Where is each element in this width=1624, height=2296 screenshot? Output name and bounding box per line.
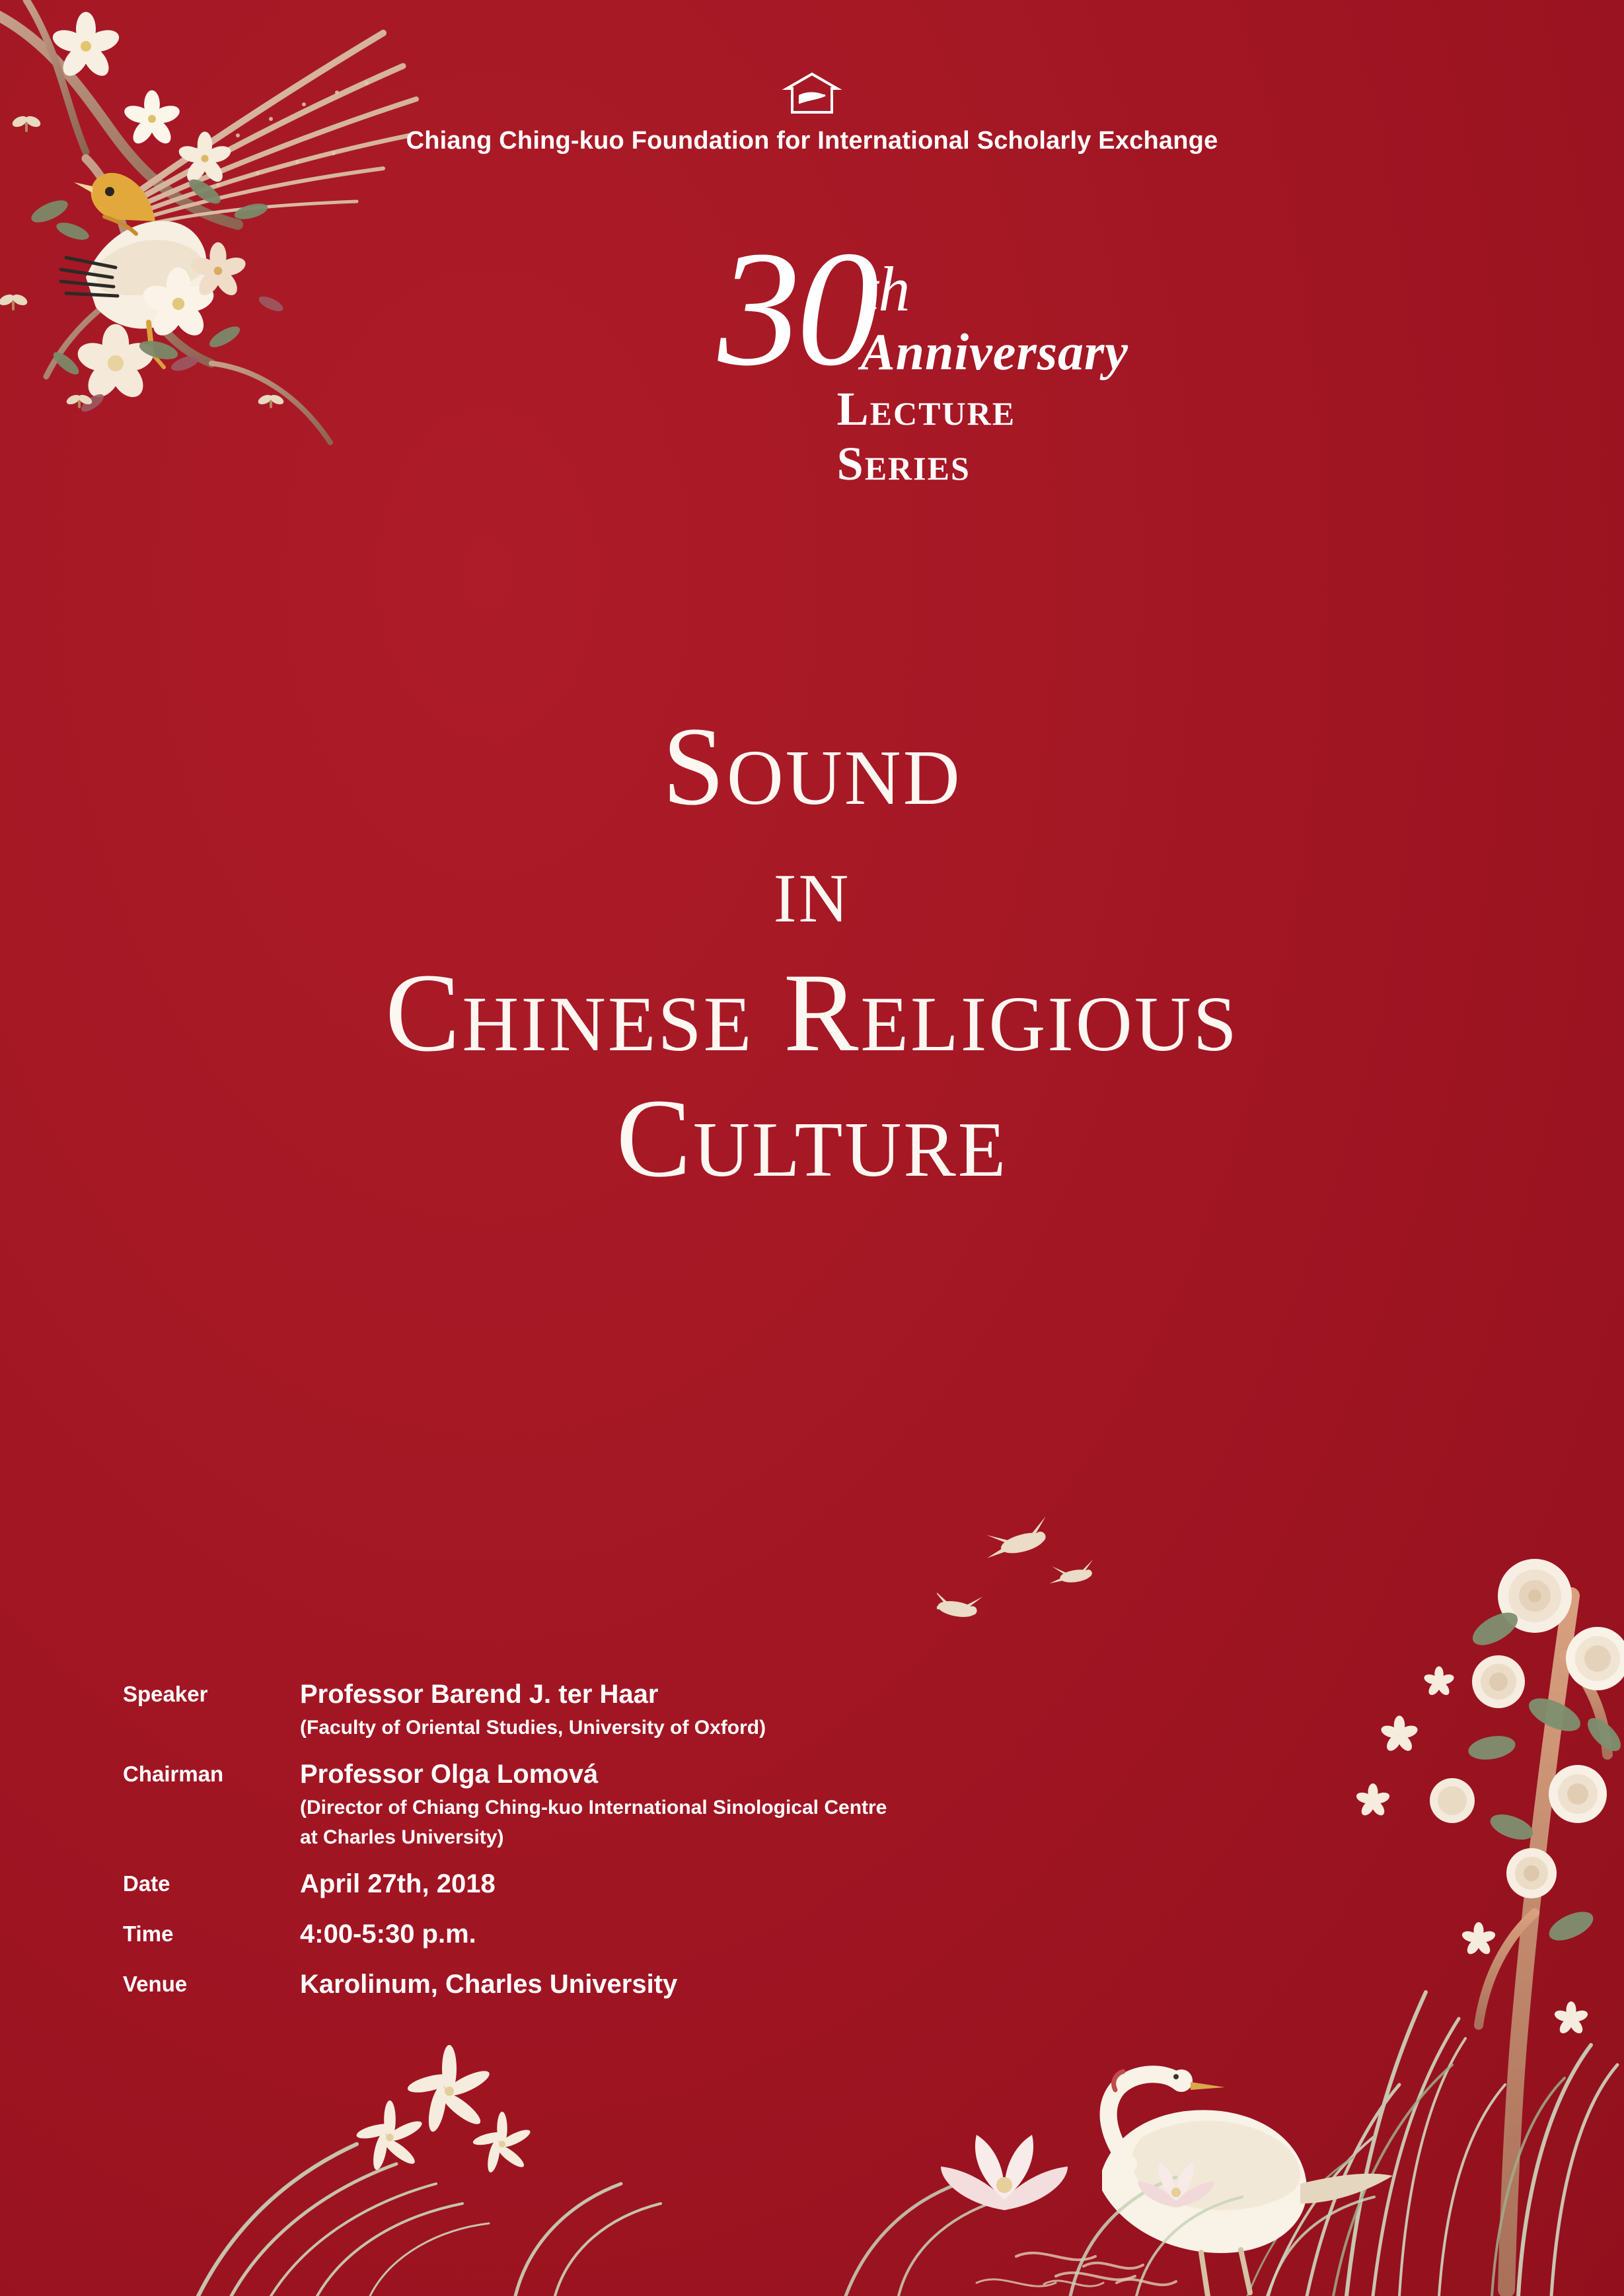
page-title: [0, 704, 1624, 1201]
detail-label: Time: [123, 1921, 174, 1946]
detail-subtext-2: at Charles University): [300, 1826, 504, 1848]
anniversary-number: 30: [718, 217, 875, 400]
lecture-series-label: Lecture Series: [836, 382, 1016, 490]
detail-label: Speaker: [123, 1682, 208, 1706]
poster-header: [0, 71, 1624, 155]
detail-row-date: [123, 1867, 1048, 1900]
detail-value: Professor Olga Lomová: [300, 1760, 599, 1789]
anniversary-word: Anniversary: [860, 323, 1129, 380]
detail-value: April 27th, 2018: [300, 1869, 496, 1898]
detail-row-chairman: [123, 1758, 1048, 1850]
detail-label: Venue: [123, 1972, 188, 1996]
lily-and-grass-artwork: [172, 2012, 714, 2296]
title-line-3: Chinese Religious: [385, 951, 1239, 1075]
lotus-and-water-artwork: [806, 2078, 1401, 2296]
title-line-4: Culture: [616, 1076, 1008, 1201]
title-line-2: in: [773, 834, 851, 944]
detail-value: 4:00-5:30 p.m.: [300, 1919, 476, 1949]
event-details: [123, 1678, 1048, 2018]
detail-subtext: (Faculty of Oriental Studies, University of Oxford): [300, 1717, 766, 1739]
detail-row-time: [123, 1918, 1048, 1951]
detail-value: Karolinum, Charles University: [300, 1970, 678, 1999]
detail-subtext: (Director of Chiang Ching-kuo International Sinological Centre: [300, 1797, 887, 1818]
anniversary-lockup: [0, 217, 1624, 490]
detail-label: Chairman: [123, 1762, 224, 1786]
house-scroll-logo-icon: [780, 71, 844, 118]
anniversary-ordinal: th: [860, 254, 910, 324]
detail-row-venue: [123, 1968, 1048, 2001]
title-line-1: Sound: [662, 704, 962, 828]
detail-value: Professor Barend J. ter Haar: [300, 1680, 659, 1709]
detail-label: Date: [123, 1871, 170, 1896]
detail-row-speaker: [123, 1678, 1048, 1740]
foundation-name: Chiang Ching-kuo Foundation for International Scholarly Exchange: [406, 127, 1218, 155]
